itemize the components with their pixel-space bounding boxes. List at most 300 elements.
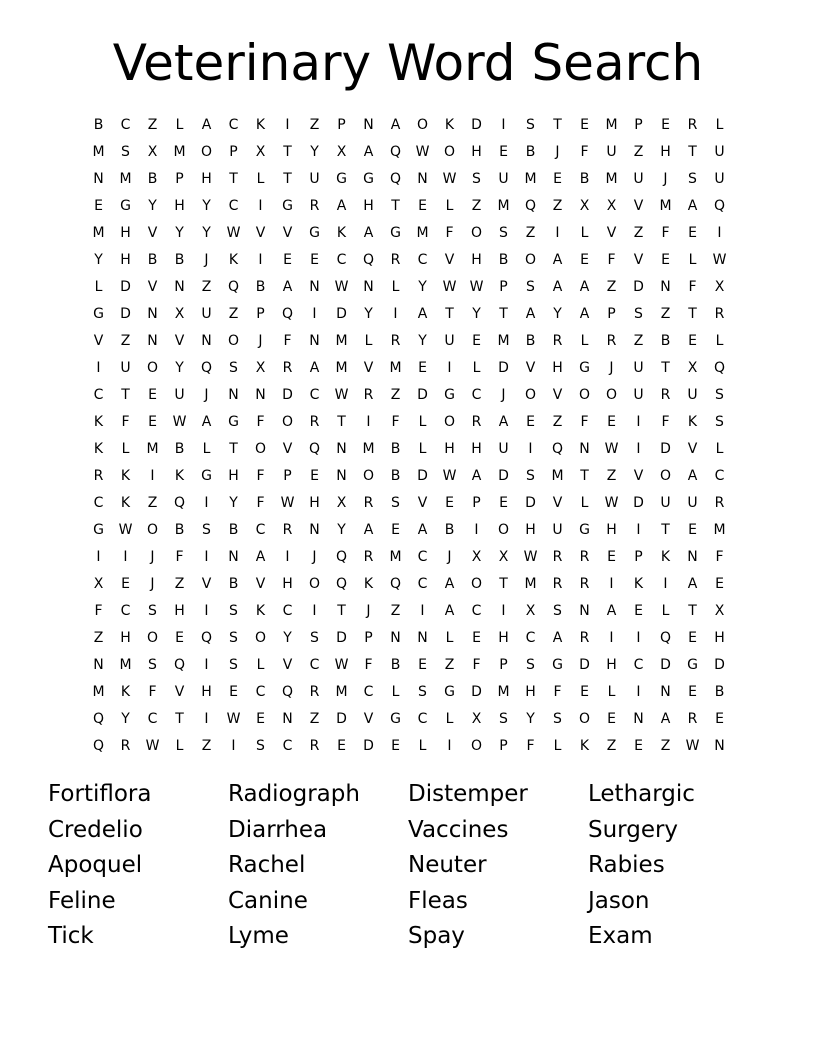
grid-letter: N <box>93 170 104 187</box>
grid-letter: Q <box>173 656 186 673</box>
grid-letter: J <box>150 575 155 592</box>
grid-letter: Q <box>227 278 240 295</box>
grid-letter: S <box>229 656 238 673</box>
grid-letter: R <box>282 521 293 538</box>
grid-letter: G <box>363 170 374 187</box>
grid-letter: R <box>309 197 320 214</box>
grid-letter: U <box>552 521 563 538</box>
word-list-item: Surgery <box>588 816 679 843</box>
grid-letter: I <box>204 710 209 727</box>
grid-letter: H <box>714 629 725 646</box>
word-list-item: Fleas <box>408 887 468 914</box>
grid-letter: I <box>204 602 209 619</box>
grid-letter: D <box>660 656 671 673</box>
grid-letter: T <box>283 170 292 187</box>
grid-letter: B <box>444 521 455 538</box>
grid-letter: A <box>363 224 374 241</box>
grid-letter: Z <box>471 197 482 214</box>
grid-letter: M <box>659 197 672 214</box>
grid-letter: N <box>579 602 590 619</box>
grid-letter: V <box>633 251 644 268</box>
grid-letter: Y <box>202 224 211 241</box>
grid-letter: U <box>633 386 644 403</box>
grid-letter: Z <box>147 494 158 511</box>
grid-letter: L <box>391 278 400 295</box>
grid-letter: X <box>714 278 725 295</box>
grid-letter: C <box>228 197 239 214</box>
grid-letter: S <box>229 629 238 646</box>
grid-letter: X <box>498 548 509 565</box>
grid-letter: L <box>445 197 454 214</box>
grid-letter: H <box>174 602 185 619</box>
grid-letter: Z <box>606 278 617 295</box>
grid-letter: R <box>714 305 725 322</box>
grid-letter: Z <box>93 629 104 646</box>
grid-letter: A <box>444 575 455 592</box>
grid-letter: G <box>336 170 347 187</box>
grid-letter: O <box>659 467 672 484</box>
grid-letter: S <box>715 413 724 430</box>
grid-letter: G <box>579 521 590 538</box>
grid-letter: R <box>714 494 725 511</box>
grid-letter: S <box>499 224 508 241</box>
grid-letter: Q <box>389 575 402 592</box>
grid-letter: Y <box>202 197 211 214</box>
grid-letter: I <box>474 521 479 538</box>
grid-letter: U <box>606 143 617 160</box>
grid-letter: U <box>120 359 131 376</box>
grid-letter: O <box>200 143 213 160</box>
grid-letter: B <box>390 656 401 673</box>
word-list-item: Feline <box>48 887 116 914</box>
grid-letter: W <box>334 656 349 673</box>
grid-letter: L <box>445 629 454 646</box>
grid-letter: E <box>499 494 508 511</box>
grid-letter: D <box>336 305 347 322</box>
grid-letter: I <box>231 737 236 754</box>
grid-letter: L <box>202 440 211 457</box>
grid-letter: Q <box>335 575 348 592</box>
grid-letter: Z <box>552 413 563 430</box>
grid-letter: X <box>714 602 725 619</box>
grid-letter: E <box>688 683 697 700</box>
grid-letter: S <box>256 737 265 754</box>
grid-letter: T <box>391 197 400 214</box>
grid-letter: J <box>609 359 614 376</box>
grid-letter: Y <box>310 143 319 160</box>
grid-letter: M <box>335 332 348 349</box>
grid-letter: A <box>606 602 617 619</box>
grid-letter: Z <box>606 467 617 484</box>
grid-letter: T <box>229 170 238 187</box>
grid-letter: E <box>121 575 130 592</box>
grid-letter: V <box>147 278 158 295</box>
grid-letter: S <box>148 656 157 673</box>
grid-letter: P <box>499 656 508 673</box>
grid-letter: U <box>714 143 725 160</box>
grid-letter: K <box>93 440 104 457</box>
grid-letter: B <box>579 170 590 187</box>
grid-letter: G <box>390 224 401 241</box>
letter-grid <box>85 111 733 759</box>
grid-letter: Z <box>147 116 158 133</box>
grid-letter: C <box>282 737 293 754</box>
grid-letter: M <box>524 575 537 592</box>
grid-letter: I <box>285 116 290 133</box>
grid-letter: V <box>606 224 617 241</box>
grid-letter: A <box>660 710 671 727</box>
grid-letter: J <box>312 548 317 565</box>
grid-letter: F <box>94 602 103 619</box>
grid-letter: E <box>310 251 319 268</box>
grid-letter: I <box>555 224 560 241</box>
grid-letter: G <box>282 197 293 214</box>
word-list-item: Distemper <box>408 781 528 807</box>
grid-letter: Z <box>606 737 617 754</box>
grid-letter: K <box>120 683 131 700</box>
grid-letter: U <box>444 332 455 349</box>
grid-letter: Z <box>228 305 239 322</box>
grid-letter: L <box>607 683 616 700</box>
grid-letter: S <box>229 602 238 619</box>
grid-letter: A <box>552 251 563 268</box>
grid-letter: D <box>498 359 509 376</box>
grid-letter: W <box>226 224 241 241</box>
grid-letter: M <box>173 143 186 160</box>
grid-letter: O <box>281 413 294 430</box>
grid-letter: S <box>688 170 697 187</box>
grid-letter: W <box>604 494 619 511</box>
grid-letter: F <box>580 413 589 430</box>
word-list-item: Neuter <box>408 852 487 878</box>
grid-letter: E <box>553 170 562 187</box>
grid-letter: O <box>146 359 159 376</box>
grid-letter: G <box>444 386 455 403</box>
grid-letter: E <box>310 467 319 484</box>
grid-letter: E <box>418 359 427 376</box>
grid-letter: C <box>93 494 104 511</box>
grid-letter: C <box>471 602 482 619</box>
grid-letter: V <box>363 710 374 727</box>
grid-letter: Y <box>364 305 373 322</box>
grid-letter: A <box>525 305 536 322</box>
grid-letter: Y <box>121 710 130 727</box>
grid-letter: A <box>282 278 293 295</box>
grid-letter: C <box>417 710 428 727</box>
grid-letter: H <box>120 224 131 241</box>
grid-letter: S <box>310 629 319 646</box>
grid-letter: R <box>120 737 131 754</box>
grid-letter: H <box>660 143 671 160</box>
grid-letter: R <box>579 629 590 646</box>
grid-letter: O <box>308 575 321 592</box>
word-list-item: Diarrhea <box>228 816 328 843</box>
grid-letter: C <box>282 602 293 619</box>
grid-letter: N <box>174 278 185 295</box>
grid-letter: E <box>688 521 697 538</box>
grid-letter: O <box>362 467 375 484</box>
grid-letter: G <box>309 224 320 241</box>
grid-letter: N <box>282 710 293 727</box>
grid-letter: L <box>580 332 589 349</box>
grid-letter: C <box>309 386 320 403</box>
grid-letter: J <box>204 386 209 403</box>
grid-letter: M <box>551 467 564 484</box>
grid-letter: D <box>417 467 428 484</box>
grid-letter: V <box>525 359 536 376</box>
grid-letter: Q <box>200 359 213 376</box>
grid-letter: O <box>578 710 591 727</box>
grid-letter: A <box>390 116 401 133</box>
grid-letter: F <box>256 494 265 511</box>
grid-letter: A <box>471 467 482 484</box>
grid-letter: H <box>525 683 536 700</box>
grid-letter: K <box>93 413 104 430</box>
grid-letter: B <box>147 170 158 187</box>
grid-letter: L <box>472 359 481 376</box>
grid-letter: M <box>146 440 159 457</box>
grid-letter: E <box>472 629 481 646</box>
grid-letter: X <box>606 197 617 214</box>
grid-letter: Z <box>660 737 671 754</box>
grid-letter: V <box>147 224 158 241</box>
grid-letter: O <box>578 386 591 403</box>
grid-letter: G <box>93 521 104 538</box>
grid-letter: F <box>445 224 454 241</box>
grid-letter: T <box>688 305 697 322</box>
grid-letter: G <box>120 197 131 214</box>
grid-letter: O <box>443 413 456 430</box>
grid-letter: C <box>471 386 482 403</box>
grid-letter: A <box>687 467 698 484</box>
grid-letter: N <box>93 656 104 673</box>
grid-letter: Y <box>175 359 184 376</box>
grid-letter: M <box>497 197 510 214</box>
grid-letter: H <box>552 359 563 376</box>
grid-letter: M <box>92 683 105 700</box>
grid-letter: E <box>607 548 616 565</box>
grid-letter: J <box>204 251 209 268</box>
grid-letter: G <box>552 656 563 673</box>
grid-letter: S <box>634 305 643 322</box>
grid-letter: Q <box>713 197 726 214</box>
grid-letter: R <box>93 467 104 484</box>
grid-letter: R <box>309 413 320 430</box>
grid-letter: N <box>687 548 698 565</box>
grid-letter: Z <box>201 278 212 295</box>
grid-letter: P <box>175 170 184 187</box>
grid-letter: E <box>418 656 427 673</box>
grid-letter: E <box>688 224 697 241</box>
grid-letter: B <box>525 143 536 160</box>
grid-letter: W <box>415 143 430 160</box>
grid-letter: E <box>472 332 481 349</box>
grid-letter: P <box>337 116 346 133</box>
grid-letter: P <box>364 629 373 646</box>
grid-letter: O <box>146 521 159 538</box>
grid-letter: F <box>121 413 130 430</box>
grid-letter: U <box>660 494 671 511</box>
grid-letter: A <box>498 413 509 430</box>
grid-letter: H <box>471 251 482 268</box>
grid-letter: B <box>525 332 536 349</box>
grid-letter: N <box>363 116 374 133</box>
grid-letter: A <box>687 575 698 592</box>
grid-letter: J <box>555 143 560 160</box>
grid-letter: Z <box>633 332 644 349</box>
grid-letter: I <box>258 197 263 214</box>
grid-letter: X <box>93 575 104 592</box>
grid-letter: H <box>309 494 320 511</box>
grid-letter: A <box>363 521 374 538</box>
grid-letter: S <box>553 710 562 727</box>
grid-letter: M <box>389 548 402 565</box>
grid-letter: H <box>120 629 131 646</box>
grid-letter: Q <box>362 251 375 268</box>
grid-letter: W <box>442 170 457 187</box>
grid-letter: P <box>499 737 508 754</box>
grid-letter: U <box>498 170 509 187</box>
grid-letter: I <box>663 575 668 592</box>
grid-letter: Y <box>175 224 184 241</box>
grid-letter: R <box>309 737 320 754</box>
grid-letter: X <box>579 197 590 214</box>
grid-letter: L <box>94 278 103 295</box>
grid-letter: I <box>312 602 317 619</box>
grid-letter: Y <box>94 251 103 268</box>
grid-letter: R <box>309 683 320 700</box>
grid-letter: X <box>471 710 482 727</box>
grid-letter: V <box>282 440 293 457</box>
grid-letter: G <box>579 359 590 376</box>
grid-letter: Q <box>173 494 186 511</box>
grid-letter: K <box>363 575 374 592</box>
grid-letter: A <box>552 629 563 646</box>
grid-letter: F <box>148 683 157 700</box>
grid-letter: L <box>553 737 562 754</box>
grid-letter: F <box>283 332 292 349</box>
grid-letter: L <box>364 332 373 349</box>
grid-letter: I <box>96 359 101 376</box>
grid-letter: S <box>202 521 211 538</box>
grid-letter: E <box>148 413 157 430</box>
grid-letter: R <box>579 575 590 592</box>
grid-letter: T <box>661 359 670 376</box>
grid-letter: I <box>609 575 614 592</box>
grid-letter: E <box>580 251 589 268</box>
grid-letter: E <box>148 386 157 403</box>
grid-letter: L <box>580 494 589 511</box>
grid-letter: M <box>416 224 429 241</box>
grid-letter: D <box>579 656 590 673</box>
grid-letter: X <box>255 359 266 376</box>
grid-letter: A <box>417 305 428 322</box>
grid-letter: E <box>580 683 589 700</box>
grid-letter: S <box>391 494 400 511</box>
grid-letter: R <box>687 116 698 133</box>
word-list-item: Exam <box>588 923 653 949</box>
grid-letter: E <box>661 251 670 268</box>
word-list-item: Jason <box>588 887 650 914</box>
grid-letter: W <box>685 737 700 754</box>
grid-letter: I <box>123 548 128 565</box>
grid-letter: E <box>715 710 724 727</box>
grid-letter: U <box>498 440 509 457</box>
grid-letter: L <box>715 440 724 457</box>
grid-letter: W <box>334 386 349 403</box>
grid-letter: A <box>579 278 590 295</box>
grid-letter: V <box>282 224 293 241</box>
grid-letter: I <box>447 359 452 376</box>
word-list-item: Rabies <box>588 852 665 878</box>
grid-letter: L <box>391 683 400 700</box>
word-list <box>48 777 768 955</box>
grid-letter: K <box>255 602 266 619</box>
grid-letter: K <box>579 737 590 754</box>
grid-letter: V <box>174 332 185 349</box>
grid-letter: U <box>687 494 698 511</box>
grid-letter: N <box>714 737 725 754</box>
grid-letter: I <box>420 602 425 619</box>
grid-letter: C <box>255 683 266 700</box>
grid-letter: R <box>363 494 374 511</box>
grid-letter: M <box>605 116 618 133</box>
grid-letter: A <box>336 197 347 214</box>
grid-letter: C <box>633 656 644 673</box>
grid-letter: W <box>604 440 619 457</box>
grid-letter: X <box>525 602 536 619</box>
grid-letter: I <box>501 116 506 133</box>
grid-letter: V <box>552 494 563 511</box>
grid-letter: R <box>552 575 563 592</box>
grid-letter: R <box>687 710 698 727</box>
grid-letter: T <box>499 575 508 592</box>
grid-letter: X <box>255 143 266 160</box>
grid-letter: K <box>120 494 131 511</box>
grid-letter: T <box>688 143 697 160</box>
grid-letter: Z <box>525 224 536 241</box>
word-list-item: Apoquel <box>48 852 143 878</box>
grid-letter: O <box>254 629 267 646</box>
grid-letter: F <box>364 656 373 673</box>
grid-letter: H <box>444 440 455 457</box>
grid-letter: P <box>229 143 238 160</box>
grid-letter: O <box>146 629 159 646</box>
grid-letter: P <box>634 548 643 565</box>
word-list-item: Vaccines <box>408 816 509 843</box>
grid-letter: N <box>309 521 320 538</box>
grid-letter: E <box>688 629 697 646</box>
grid-letter: F <box>715 548 724 565</box>
grid-letter: K <box>228 251 239 268</box>
grid-letter: Q <box>713 359 726 376</box>
grid-letter: E <box>175 629 184 646</box>
grid-letter: S <box>526 467 535 484</box>
grid-letter: J <box>366 602 371 619</box>
grid-letter: D <box>120 305 131 322</box>
grid-letter: D <box>498 467 509 484</box>
grid-letter: Y <box>148 197 157 214</box>
grid-letter: C <box>714 467 725 484</box>
grid-letter: U <box>633 170 644 187</box>
grid-letter: A <box>363 143 374 160</box>
grid-letter: N <box>633 710 644 727</box>
grid-letter: A <box>579 305 590 322</box>
grid-letter: C <box>525 629 536 646</box>
grid-letter: N <box>309 278 320 295</box>
grid-letter: D <box>363 737 374 754</box>
grid-letter: T <box>445 305 454 322</box>
